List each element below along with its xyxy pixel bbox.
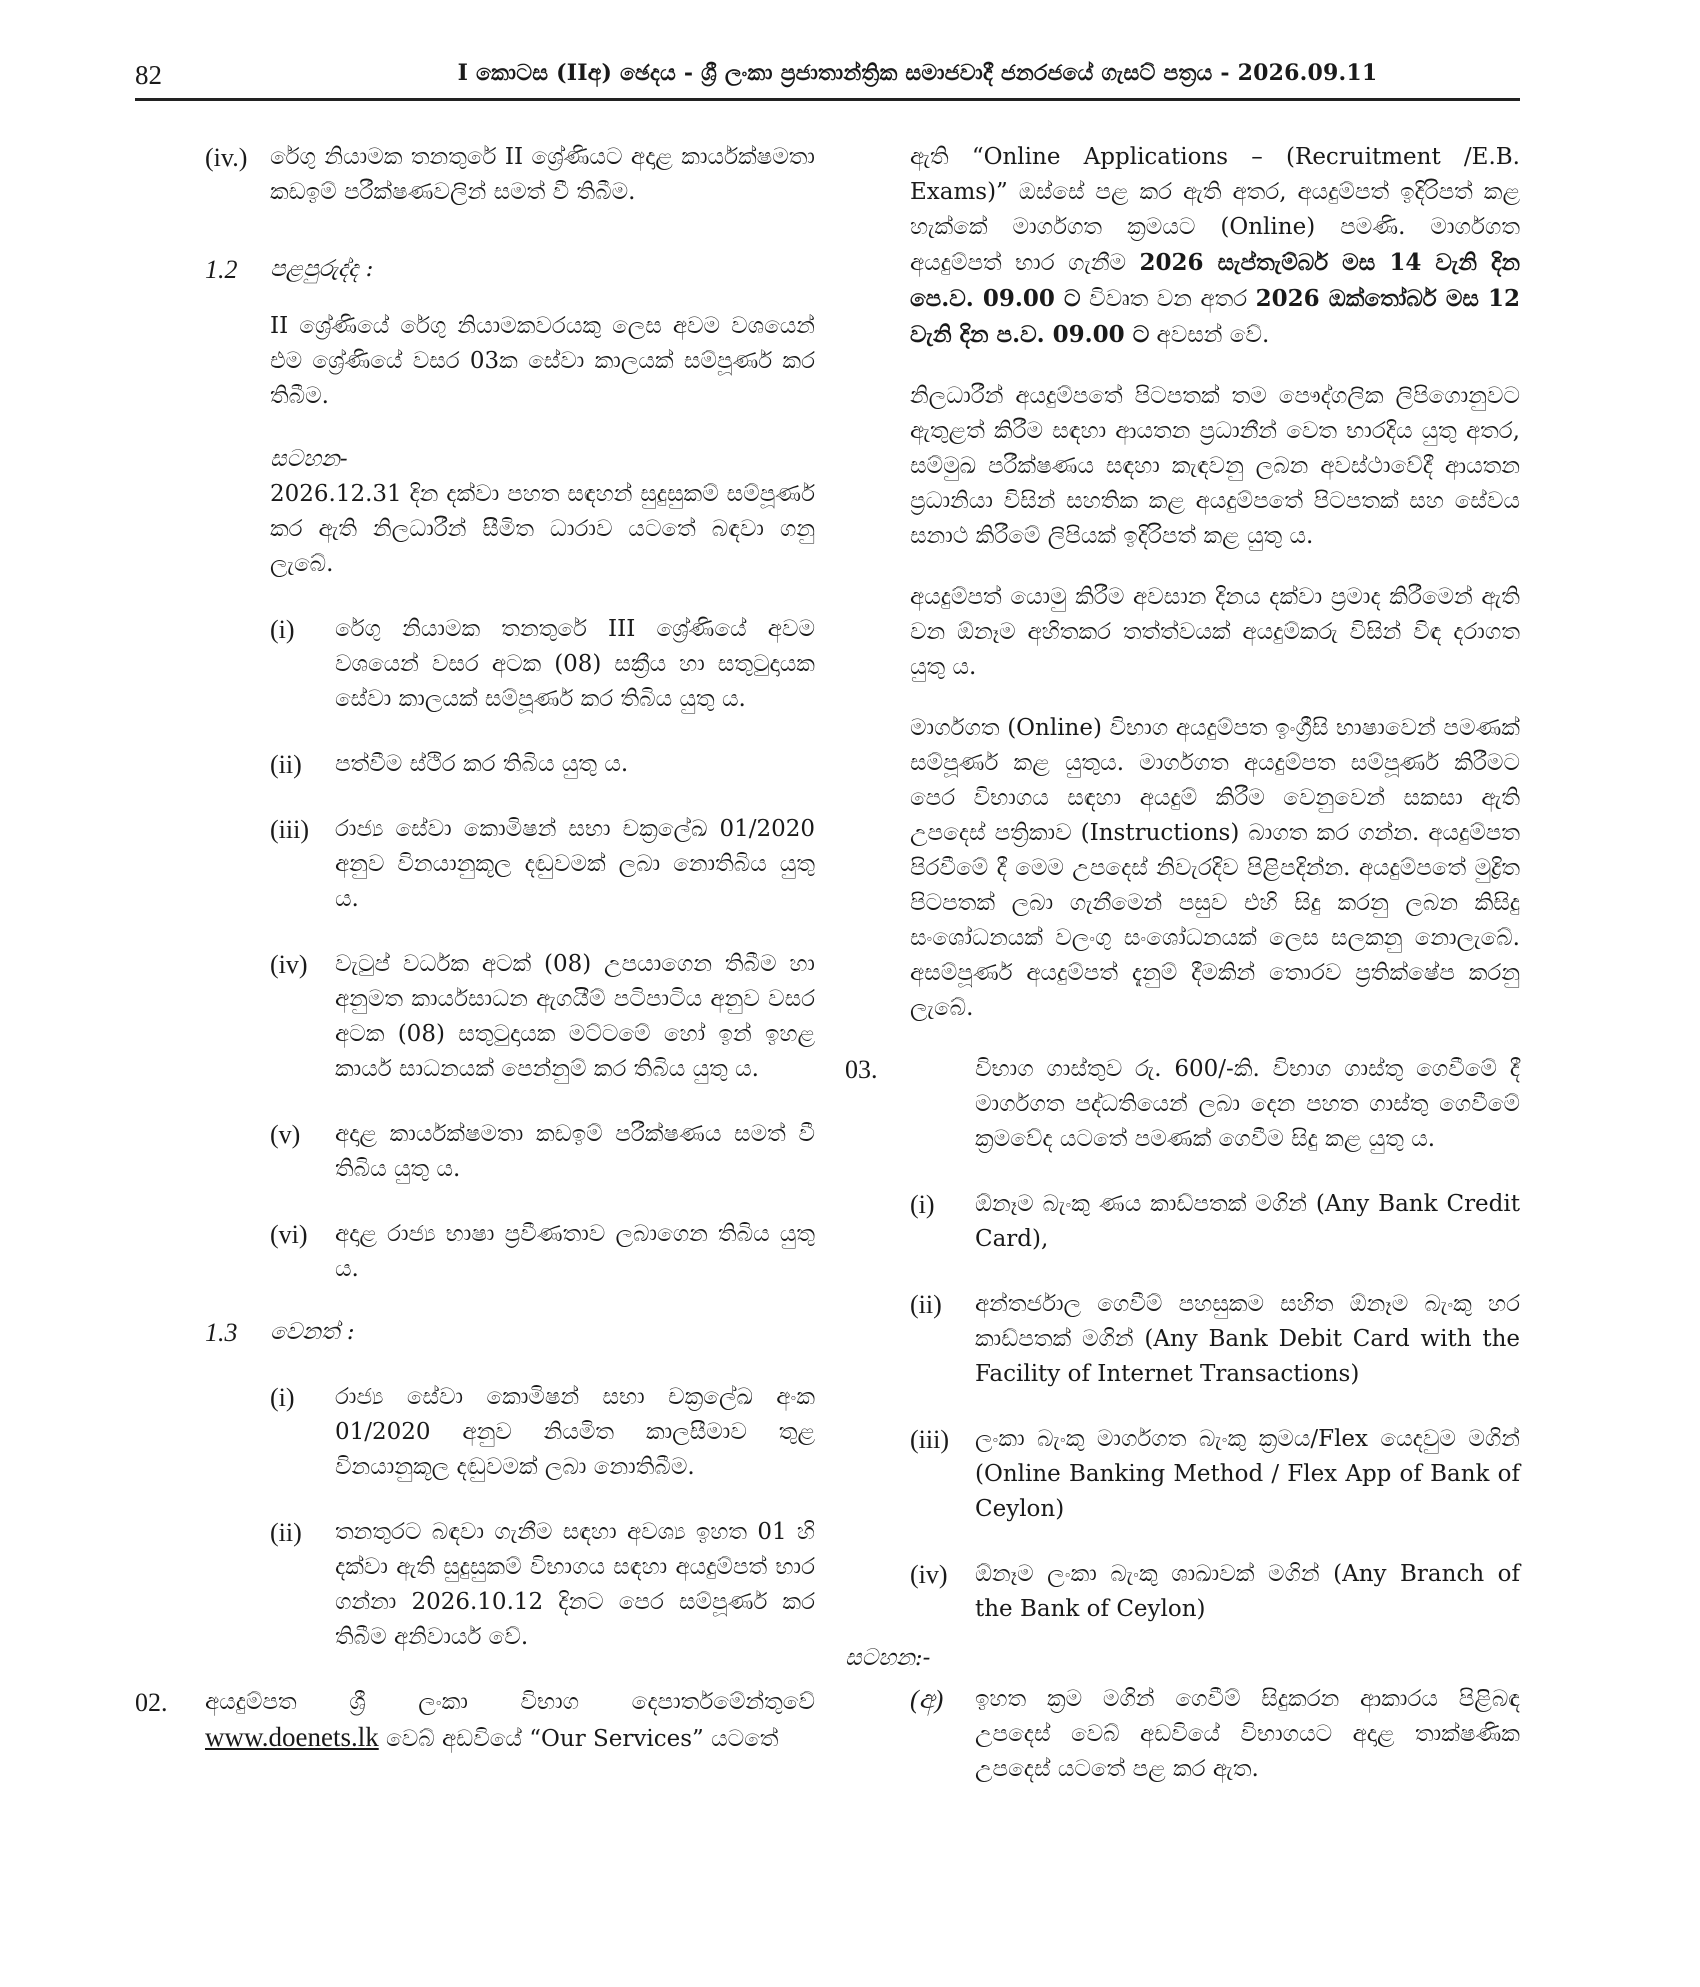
experience-text: II ශ්‍රේණියේ රේගු නියාමකවරයකු ලෙස අවම වශයෙන් එම ශ්‍රේණියේ වසර 03ක සේවා කාලයක් සම්පූර්ණ කර තිබීම. — [270, 313, 815, 409]
list-item-number: (iv) — [270, 950, 308, 979]
list-item-number: (v) — [270, 1120, 301, 1149]
list-item-number: (ii) — [270, 1518, 302, 1547]
section-1-2 — [135, 252, 815, 287]
list-item — [135, 947, 815, 1087]
page-header — [135, 60, 1520, 98]
page-number: 82 — [135, 60, 162, 90]
section-number: 1.3 — [205, 1318, 238, 1347]
list-item — [845, 1187, 1520, 1257]
list-item — [135, 1217, 815, 1287]
section-number: 02. — [135, 1688, 168, 1717]
deadline-paragraph: අයදුම්පත් යොමු කිරීම අවසාන දිනය දක්වා ප්‍රමාද කිරීමෙන් ඇති වන ඕනෑම අහිතකර තත්ත්වයක් අයදුම්කරු විසින් විඳ දරාගත යුතු ය. — [910, 584, 1520, 680]
section-02 — [135, 1685, 815, 1757]
application-text: ඇති “Online Applications – (Recruitment /E.B. Exams)” ඔස්සේ පළ කර ඇති අතර, අයදුම්පත් ඉදිරිපත් කළ හැක්කේ මාර්ගගත ක්‍රමයට (Online) පමණි. මාර්ගගත අයදුම්පත් භාර ගැනීම — [910, 144, 1520, 276]
list-item-number: (ii) — [910, 1290, 942, 1319]
list-item-number: (iii) — [270, 815, 309, 844]
list-item-text: රාජ්‍ය සේවා කොමිෂන් සභා චක්‍රලේඛ 01/2020 අනුව විනයානුකූල දඬුවමක් ලබා නොතිබිය යුතු ය. — [335, 816, 815, 912]
other-list — [135, 1380, 815, 1655]
application-text-mid: විවෘත වන අතර — [1089, 286, 1248, 312]
list-item-text: පත්වීම ස්ථිර කර තිබිය යුතු ය. — [335, 751, 629, 777]
copy-paragraph: නිලධාරීන් අයදුම්පතේ පිටපතක් තම පෞද්ගලික ලිපිගොනුවට ඇතුළත් කිරීම සඳහා ආයතන ප්‍රධානීන් වෙත භාරදිය යුතු අතර, සම්මුඛ පරීක්ෂණය සඳහා කැඳවනු ලබන අවස්ථාවේදී ආයතන ප්‍රධානියා විසින් සහතික කළ අයදුම්පතේ පිටපතක් සහ සේවය සනාථ කිරීමේ ලිපියක් ඉදිරිපත් කළ යුතු ය. — [910, 383, 1520, 549]
right-column — [845, 140, 1520, 1787]
note-title: සටහන:- — [845, 1645, 931, 1671]
list-item — [845, 1422, 1520, 1527]
section-title: පළපුරුද්ද : — [270, 256, 374, 282]
list-item-number: (iv) — [910, 1560, 948, 1589]
section-1-3 — [135, 1315, 815, 1350]
list-item-number: (i) — [270, 615, 295, 644]
left-column — [135, 140, 815, 1757]
closing-date: 2026 ඔක්තෝබර් මස 12 වැනි දින ප.ව. 09.00 ට — [910, 285, 1521, 348]
list-item-text: ඕනෑම බැංකු ණය කාඩ්පතක් මගින් (Any Bank Credit Card), — [975, 1191, 1520, 1252]
qualification-item — [70, 140, 815, 210]
list-item-text: ලංකා බැංකු මාර්ගගත බැංකු ක්‍රමය/Flex යෙදවුම මගින් (Online Banking Method / Flex App of Bank of Ceylon) — [975, 1426, 1520, 1522]
list-item-text: අදාළ රාජ්‍ය භාෂා ප්‍රවීණතාව ලබාගෙන තිබිය යුතු ය. — [335, 1221, 815, 1282]
list-item-number: (vi) — [270, 1220, 308, 1249]
section-02-text-end: වෙබ් අඩවියේ “Our Services” යටතේ — [386, 1726, 779, 1752]
section-02-text-start: අයදුම්පත ශ්‍රී ලංකා විභාග දෙපාර්තමේන්තුවේ — [205, 1689, 815, 1715]
doenets-link[interactable]: www.doenets.lk — [205, 1722, 379, 1752]
header-title: I කොටස (IIඅ) ඡෙදය - ශ්‍රී ලංකා ප්‍රජාතාන්ත්‍රික සමාජවාදී ජනරජයේ ගැසට් පත්‍රය - 2026.09.11 — [457, 60, 1378, 86]
application-text-end: අවසන් වේ. — [1156, 322, 1270, 348]
list-item — [135, 1380, 815, 1485]
section-number: 03. — [845, 1055, 878, 1084]
note-title: සටහන- — [270, 446, 348, 472]
note-text: 2026.12.31 දින දක්වා පහත සඳහන් සුදුසුකම් සම්පූර්ණ කර ඇති නිලධාරීන් සීමිත ධාරාව යටතේ බඳවා ගනු ලැබේ. — [270, 481, 815, 577]
section-number: 1.2 — [205, 255, 238, 284]
list-item — [135, 1515, 815, 1655]
list-item-text: අන්තර්ජාල ගෙවීම් පහසුකම සහිත ඕනෑම බැංකු හර කාඩ්පතක් මගින් (Any Bank Debit Card with the Facility of Internet Transactions) — [975, 1291, 1520, 1387]
list-item-text: රේගු නියාමක තනතුරේ III ශ්‍රේණියේ අවම වශයෙන් වසර අටක (08) සක්‍රීය හා සතුටුදායක සේවා කාලයක් සම්පූර්ණ කර තිබිය යුතු ය. — [335, 616, 815, 712]
list-item — [135, 747, 815, 782]
payment-methods-list — [845, 1187, 1520, 1627]
list-item — [135, 812, 815, 917]
opening-date: 2026 සැප්තැම්බර් මස 14 වැනි දින පෙ.ව. 09.00 ට — [910, 249, 1520, 312]
list-item — [845, 1557, 1520, 1627]
list-item-text: ඕනෑම ලංකා බැංකු ශාඛාවක් මගින් (Any Branch of the Bank of Ceylon) — [975, 1561, 1520, 1622]
note-item-number: (අ) — [910, 1685, 944, 1714]
list-item — [845, 1287, 1520, 1392]
list-item-number: (iii) — [910, 1425, 949, 1454]
section-title: වෙනත් : — [270, 1319, 355, 1345]
list-item-number: (i) — [270, 1383, 295, 1412]
item-text: රේගු නියාමක තනතුරේ II ශ්‍රේණියට අදාළ කාර්යක්ෂමතා කඩඉම් පරීක්ෂණවලින් සමත් වී තිබීම. — [270, 144, 815, 205]
online-instructions-paragraph: මාර්ගගත (Online) විභාග අයදුම්පත ඉංග්‍රීසි භාෂාවෙන් පමණක් සම්පූර්ණ කළ යුතුය. මාර්ගගත අයදුම්පත සම්පූර්ණ කිරීමට පෙර විභාගය සඳහා අයදුම් කිරීම වෙනුවෙන් සකසා ඇති උපදෙස් පත්‍රිකාව (Instructions) බාගත කර ගන්න. අයදුම්පත පිරවීමේ දී මෙම උපදෙස් නිවැරදිව පිළිපදින්න. අයදුම්පතේ මුද්‍රිත පිටපතක් ලබා ගැනීමෙන් පසුව එහි සිදු කරනු ලබන කිසිදු සංශෝධනයක් වලංගු සංශෝධනයක් ලෙස සලකනු නොලැබේ. අසම්පූර්ණ අයදුම්පත් දැනුම් දීමකින් තොරව ප්‍රතික්ෂේප කරනු ලැබේ. — [910, 715, 1520, 1021]
list-item — [135, 612, 815, 717]
list-item-text: වැටුප් වර්ධක අටක් (08) උපයාගෙන තිබීම හා අනුමත කාර්යසාධන ඇගයීම් පටිපාටිය අනුව වසර අටක (08) සතුටුදායක මට්ටමේ හෝ ඉන් ඉහළ කාර්ය සාධනයක් පෙන්නුම් කර තිබිය යුතු ය. — [335, 951, 815, 1082]
section-03 — [845, 1052, 1520, 1157]
section-02-text — [205, 1685, 815, 1757]
list-item — [135, 1117, 815, 1187]
note-item — [845, 1682, 1520, 1787]
item-number: (iv.) — [205, 143, 248, 172]
list-item-text: අදාළ කාර්යක්ෂමතා කඩඉම් පරීක්ෂණය සමත් වී තිබිය යුතු ය. — [335, 1121, 815, 1182]
header-rule — [135, 98, 1520, 101]
criteria-list — [135, 612, 815, 1287]
application-paragraph — [845, 140, 1520, 353]
fee-text: විභාග ගාස්තුව රු. 600/-කි. විභාග ගාස්තු ගෙවීමේ දී මාර්ගගත පද්ධතියෙන් ලබා දෙන පහත ගාස්තු ගෙවීමේ ක්‍රමවේද යටතේ පමණක් ගෙවීම සිදු කළ යුතු ය. — [975, 1056, 1520, 1152]
note-item-text: ඉහත ක්‍රම මගින් ගෙවීම් සිදුකරන ආකාරය පිළිබඳ උපදෙස් වෙබ් අඩවියේ විභාගයට අදාළ තාක්ෂණික උපදෙස් යටතේ පළ කර ඇත. — [975, 1686, 1520, 1782]
list-item-text: රාජ්‍ය සේවා කොමිෂන් සභා චක්‍රලේඛ අංක 01/2020 අනුව නියමිත කාලසීමාව තුළ විනයානුකූල දඬුවමක් ලබා නොතිබීම. — [335, 1384, 815, 1480]
list-item-text: තනතුරට බඳවා ගැනීම සඳහා අවශ්‍ය ඉහත 01 හි දක්වා ඇති සුදුසුකම් විභාගය සඳහා අයදුම්පත් භාර ගන්නා 2026.10.12 දිනට පෙර සම්පූර්ණ කර තිබීම අනිවාර්ය වේ. — [335, 1519, 815, 1650]
list-item-number: (ii) — [270, 750, 302, 779]
list-item-number: (i) — [910, 1190, 935, 1219]
